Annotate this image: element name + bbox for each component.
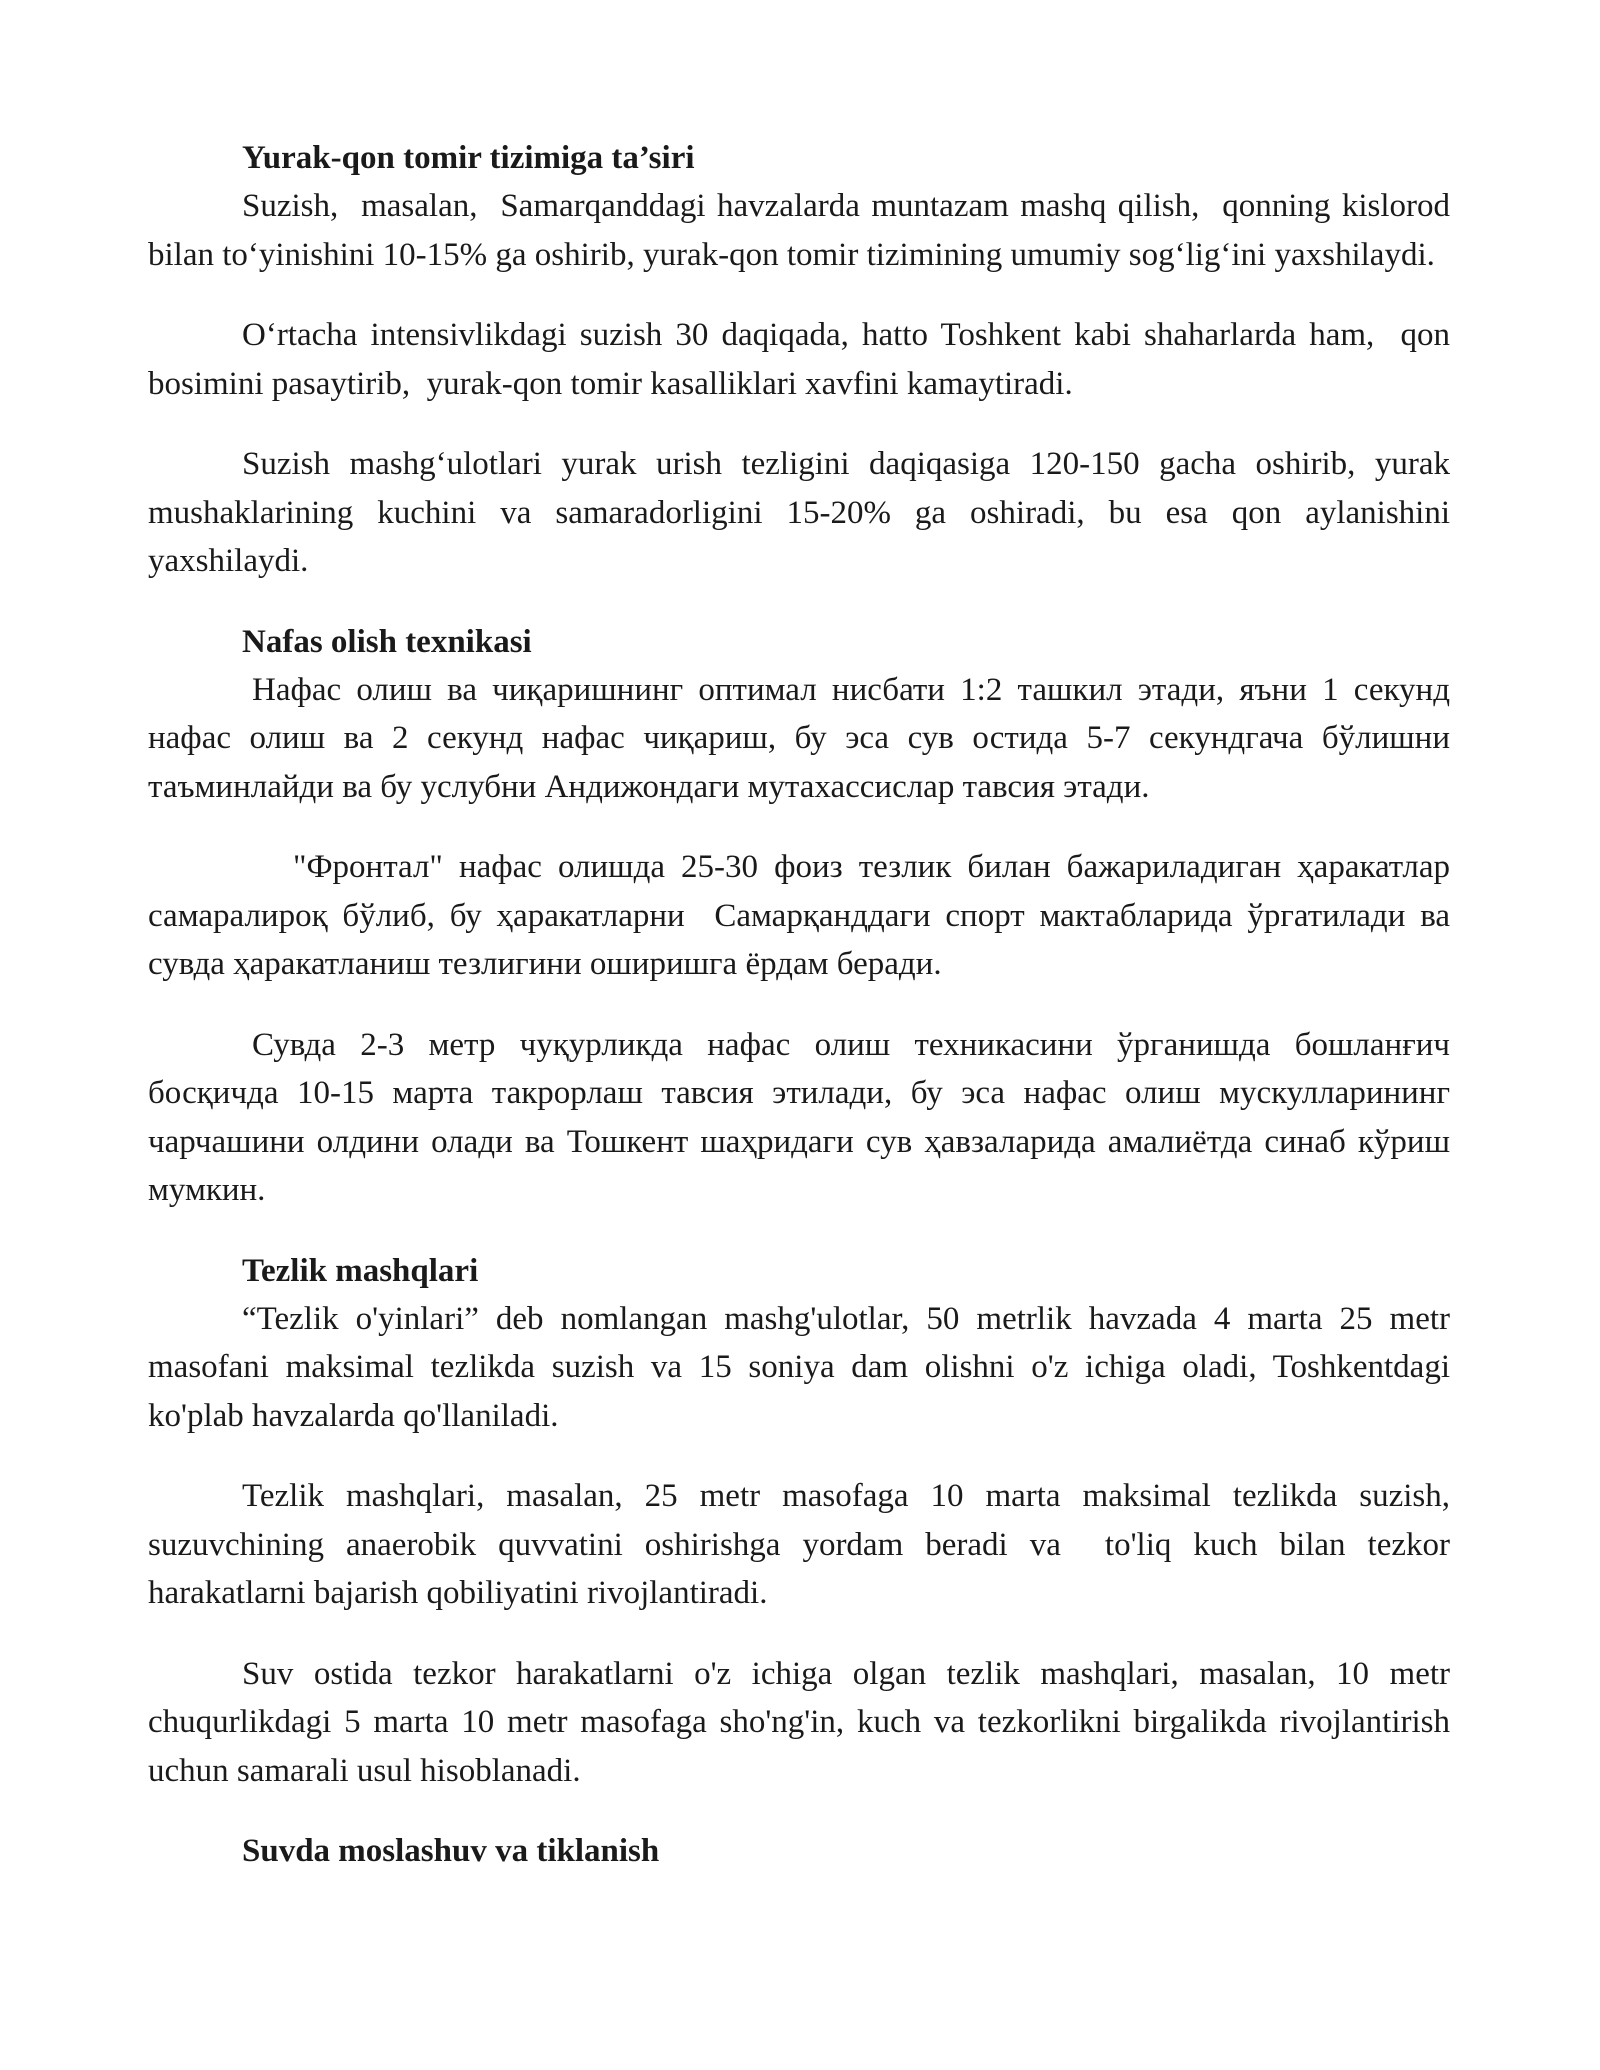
section-heading: Tezlik mashqlari xyxy=(242,1252,479,1289)
document-body xyxy=(148,134,1467,1875)
section-heading: Yurak-qon tomir tizimiga ta’siri xyxy=(242,140,695,176)
paragraph: Нафас олиш ва чиқаришнинг оптимал нисбати 1:2 ташкил этади, яъни 1 секунд нафас олиш ва 2 секунд нафас чиқариш, бу эса сув остида 5-7 секундгача бўлишни таъминлайди ва бу услубни Андижондаги мутахассислар тавсия этади. xyxy=(148,671,1459,805)
paragraph: "Фронтал" нафас олишда 25-30 фоиз тезлик билан бажариладиган ҳаракатлар самаралироқ бўлиб, бу ҳаракатларни Самарқанддаги спорт мактабларида ўргатилади ва сувда ҳаракатланиш тезлигини оширишга ёрдам беради. xyxy=(148,849,1459,982)
section-breathing xyxy=(148,618,1459,1215)
section-adaptation xyxy=(148,1827,1450,1875)
paragraph: Tezlik mashqlari, masalan, 25 metr masofaga 10 marta maksimal tezlikda suzish, suzuvchining anaerobik quvvatini oshirishga yordam beradi va to'liq kuch bilan tezkor harakatlarni bajarish qobiliyatini rivojlantiradi. xyxy=(148,1478,1459,1611)
section-heading: Suvda moslashuv va tiklanish xyxy=(242,1833,660,1869)
paragraph: Suv ostida tezkor harakatlarni o'z ichiga olgan tezlik mashqlari, masalan, 10 metr chuqurlikdagi 5 marta 10 metr masofaga sho'ng'in, kuch va tezkorlikni birgalikda rivojlantirish uchun samarali usul hisoblanadi. xyxy=(148,1655,1459,1789)
section-cardiovascular xyxy=(148,134,1459,586)
paragraph: O‘rtacha intensivlikdagi suzish 30 daqiqada, hatto Toshkent kabi shaharlarda ham, qon bosimini pasaytirib, yurak-qon tomir kasalliklari xavfini kamaytiradi. xyxy=(148,317,1459,402)
paragraph: Сувда 2-3 метр чуқурликда нафас олиш техникасини ўрганишда бошланғич босқичда 10-15 марта такрорлаш тавсия этилади, бу эса нафас олиш мускулларининг чарчашини олдини олади ва Тошкент шаҳридаги сув ҳавзаларида амалиётда синаб кўриш мумкин. xyxy=(148,1026,1459,1208)
paragraph: Suzish, masalan, Samarqanddagi havzalarda muntazam mashq qilish, qonning kislorod bilan to‘yinishini 10-15% ga oshirib, yurak-qon tomir tizimining umumiy sog‘lig‘ini yaxshilaydi. xyxy=(148,188,1459,273)
section-speed xyxy=(148,1247,1467,1796)
paragraph: Suzish mashg‘ulotlari yurak urish tezligini daqiqasiga 120-150 gacha oshirib, yurak mushaklarining kuchini va samaradorligini 15-20% ga oshiradi, bu esa qon aylanishini yaxshilaydi. xyxy=(148,446,1459,579)
section-heading: Nafas olish texnikasi xyxy=(242,623,532,660)
paragraph: “Tezlik o'yinlari” deb nomlangan mashg'ulotlar, 50 metrlik havzada 4 marta 25 metr masofani maksimal tezlikda suzish va 15 soniya dam olishni o'z ichiga oladi, Toshkentdagi ko'plab havzalarda qo'llaniladi. xyxy=(148,1300,1467,1434)
